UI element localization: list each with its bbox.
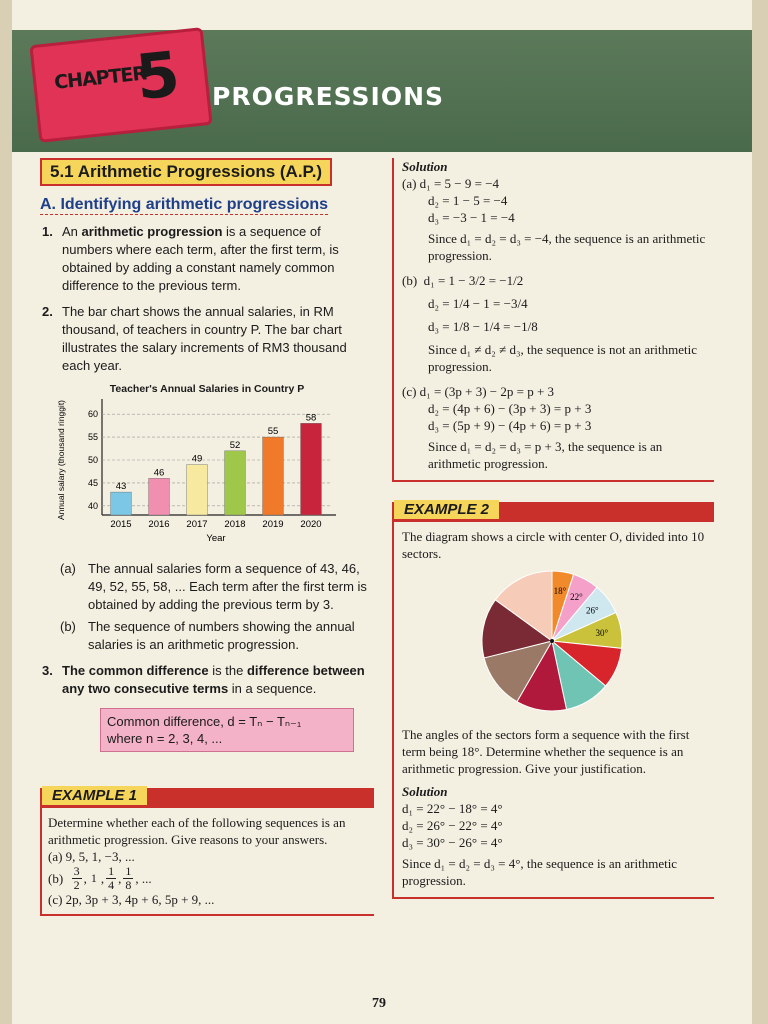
item1-rest: is a sequence of numbers where each term, after the first term, is obtained by adding a constant namely common difference to the previous term. xyxy=(62,224,339,293)
chapter-number: 5 xyxy=(132,37,184,115)
list-item-3: 3. The common difference is the difference between any two consecutive terms in a sequence. xyxy=(42,663,365,696)
pie-diagram xyxy=(402,566,702,716)
x-tick-label: 2016 xyxy=(148,519,170,530)
sol-c3: d₃ = (5p + 9) − (4p + 6) = p + 3 xyxy=(428,418,592,433)
chart-title: Teacher's Annual Salaries in Country P xyxy=(109,383,305,395)
item1-lead: An xyxy=(62,224,78,239)
bar xyxy=(149,478,170,515)
example2-body xyxy=(392,522,714,899)
solution1-head: Solution xyxy=(402,159,448,174)
example1-body xyxy=(40,808,374,916)
sol-b1 xyxy=(402,272,708,289)
solution2-head: Solution xyxy=(402,784,448,799)
list-item-2: 2. The bar chart shows the annual salaries, in RM thousand, of teachers in country P. The bar chart illustrates the salary increments of RM3 thousand each year. xyxy=(42,304,347,373)
sol-c2: d₂ = (4p + 6) − (3p + 3) = p + 3 xyxy=(428,401,592,416)
sol-b1-text: d₁ = 1 − 3/2 = −1/2 xyxy=(423,273,524,288)
sector-angle-label: 18° xyxy=(553,586,567,597)
sol2-s2: d₂ = 26° − 22° = 4° xyxy=(402,818,503,833)
x-tick-label: 2019 xyxy=(262,519,284,530)
subheading: A. Identifying arithmetic progressions xyxy=(40,196,329,213)
y-tick-label: 60 xyxy=(87,409,98,420)
formula-line2: where n = 2, 3, 4, ... xyxy=(107,731,223,746)
item-a-text: The annual salaries form a sequence of 43, 46, 49, 52, 55, 58, ... Each term after the first term is obtained by adding the previous term by 3. xyxy=(88,561,367,612)
example2-question: The angles of the sectors form a sequence with the first term being 18°. Determine whether the sequence is an arithmetic progression. Give your justification. xyxy=(402,727,690,776)
sector-angle-label: 26° xyxy=(585,605,599,616)
example1-b-fractions: 3 2 , 1 , 1 4 , 1 8 xyxy=(73,863,132,892)
list-item-b: (b) The sequence of numbers showing the annual salaries is an arithmetic progression. xyxy=(60,619,355,652)
example1-block xyxy=(40,788,374,916)
bar xyxy=(301,423,322,515)
example2-label: EXAMPLE 2 xyxy=(394,500,499,519)
center-point xyxy=(550,639,554,643)
formula-line1: Common difference, d = Tₙ − Tₙ₋₁ xyxy=(107,714,302,729)
sol2-s1: d₁ = 22° − 18° = 4° xyxy=(402,801,503,816)
item2-text: The bar chart shows the annual salaries, in RM thousand, of teachers in country P. The bar chart illustrates the salary increments of RM3 thousand each year. xyxy=(62,304,347,373)
x-tick-label: 2017 xyxy=(186,519,208,530)
sector-angle-label: 22° xyxy=(570,591,583,602)
fraction: 1 xyxy=(90,870,97,885)
bar-value-label: 43 xyxy=(115,481,127,493)
y-tick-label: 50 xyxy=(87,455,98,465)
example1-b-tail: , ... xyxy=(135,870,152,886)
bar-value-label: 52 xyxy=(229,439,241,451)
sol-b-label: (b) xyxy=(402,273,418,288)
sol2-s4: Since d₁ = d₂ = d₃ = 4°, the sequence is an arithmetic progression. xyxy=(402,856,678,888)
bar-value-label: 55 xyxy=(267,426,279,438)
sol-a2: d₂ = 1 − 5 = −4 xyxy=(428,193,508,208)
bar xyxy=(111,492,132,515)
list-item-1: 1. An arithmetic progression is a sequence of numbers where each term, after the first term, is obtained by adding a constant namely common difference to the previous term. xyxy=(42,224,339,293)
bar-value-label: 58 xyxy=(305,412,317,424)
item3-bold2: difference between any two consecutive terms xyxy=(62,663,365,696)
list-item-a: (a) The annual salaries form a sequence of 43, 46, 49, 52, 55, 58, ... Each term after the first term is obtained by adding the previous term by 3. xyxy=(60,561,367,612)
x-axis-label: Year xyxy=(206,533,226,544)
item3-rest: in a sequence. xyxy=(231,681,317,696)
sol-a4: Since d₁ = d₂ = d₃ = −4, the sequence is an arithmetic progression. xyxy=(428,231,706,263)
section-title: 5.1 Arithmetic Progressions (A.P.) xyxy=(40,158,332,186)
bar-value-label: 49 xyxy=(191,453,203,465)
chapter-tag xyxy=(29,27,212,143)
fraction: 3 2 xyxy=(73,863,80,892)
left-column xyxy=(40,158,374,916)
item3-mid: is the xyxy=(212,663,244,678)
item-b-text: The sequence of numbers showing the annual salaries is an arithmetic progression. xyxy=(88,619,355,652)
formula-box xyxy=(100,708,354,752)
fraction: 1 8 xyxy=(125,863,132,892)
sol-c4: Since d₁ = d₂ = d₃ = p + 3, the sequence is an arithmetic progression. xyxy=(428,439,663,471)
sol-b3: d₃ = 1/8 − 1/4 = −1/8 xyxy=(428,319,538,334)
sol-a1: (a) d₁ = 5 − 9 = −4 xyxy=(402,176,500,191)
solution1-box xyxy=(392,158,714,482)
item1-bold: arithmetic progression xyxy=(81,224,223,239)
example2-prompt: The diagram shows a circle with center O, divided into 10 sectors. xyxy=(402,529,705,561)
chapter-word: CHAPTER xyxy=(53,62,148,94)
example1-a: (a) 9, 5, 1, −3, ... xyxy=(48,849,135,864)
chapter-title: PROGRESSIONS xyxy=(212,82,445,111)
bar-chart-block xyxy=(40,383,374,556)
sol-b4: Since d₁ ≠ d₂ ≠ d₃, the sequence is not an arithmetic progression. xyxy=(428,342,698,374)
example1-bar xyxy=(40,788,374,808)
example1-b xyxy=(48,865,368,891)
example1-c: (c) 2p, 3p + 3, 4p + 6, 5p + 9, ... xyxy=(48,892,215,907)
bar-chart xyxy=(40,395,340,551)
example2-bar xyxy=(392,502,714,522)
bar xyxy=(263,437,284,515)
bar xyxy=(225,451,246,515)
y-tick-label: 40 xyxy=(87,500,98,511)
example1-prompt: Determine whether each of the following sequences is an arithmetic progression. Give reasons to your answers. xyxy=(48,815,346,847)
y-tick-label: 45 xyxy=(87,477,98,488)
bar xyxy=(187,465,208,515)
y-axis-label: Annual salary (thousand ringgit) xyxy=(56,399,66,521)
example2-block xyxy=(392,502,714,899)
sol-b2: d₂ = 1/4 − 1 = −3/4 xyxy=(428,296,528,311)
bar-value-label: 46 xyxy=(153,467,165,479)
sector-angle-label: 30° xyxy=(595,628,609,639)
example1-label: EXAMPLE 1 xyxy=(42,786,147,805)
page-number: 79 xyxy=(372,996,386,1011)
x-tick-label: 2020 xyxy=(300,519,322,530)
fraction: 1 4 xyxy=(108,863,115,892)
sol-c1: (c) d₁ = (3p + 3) − 2p = p + 3 xyxy=(402,384,555,399)
sol-a3: d₃ = −3 − 1 = −4 xyxy=(428,210,515,225)
x-tick-label: 2015 xyxy=(110,519,132,530)
y-tick-label: 55 xyxy=(87,432,98,443)
page xyxy=(12,0,752,1024)
x-tick-label: 2018 xyxy=(224,519,246,530)
item3-bold1: The common difference xyxy=(62,663,209,678)
sol2-s3: d₃ = 30° − 26° = 4° xyxy=(402,835,503,850)
right-column xyxy=(392,158,714,899)
example1-b-label: (b) xyxy=(48,870,64,886)
